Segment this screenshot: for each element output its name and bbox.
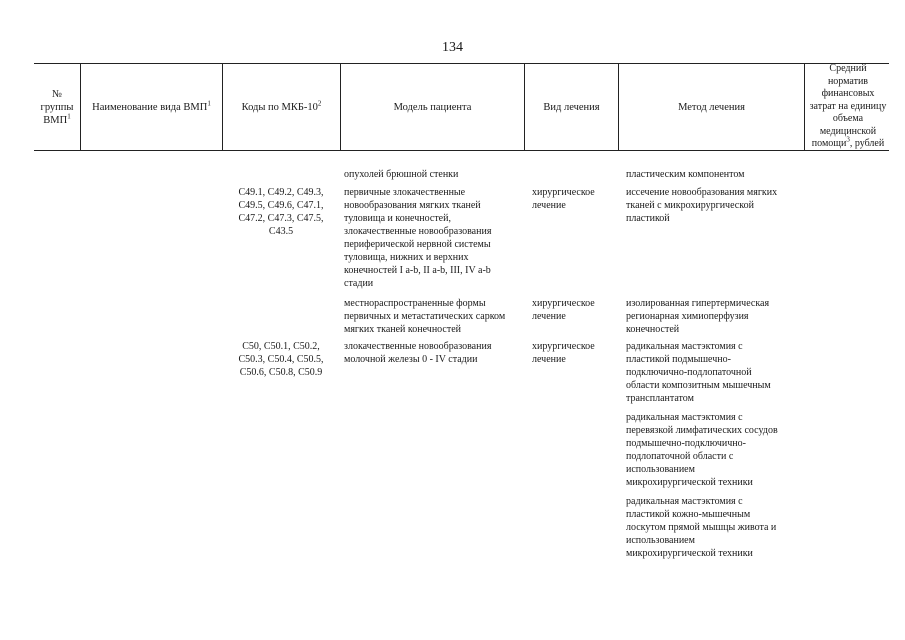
- row4-treatment-type: хирургическое лечение: [532, 341, 595, 365]
- row2-treatment-type: хирургическое лечение: [532, 187, 595, 211]
- header-treatment-method: Метод лечения: [678, 101, 745, 113]
- row4-patient-model: злокачественные новообразования молочной железы 0 - IV стадии: [344, 341, 492, 365]
- header-group-number: № группы ВМП$^1$: [40, 88, 74, 126]
- row3-treatment-method: изолированная гипертермическая регионарная химиоперфузия конечностей: [626, 298, 770, 335]
- header-vmp-name: Наименование вида ВМП$^1$: [92, 99, 211, 113]
- header-icd-codes: Коды по МКБ-$10^2$: [241, 99, 322, 113]
- row2-treatment-method: иссечение новообразования мягких тканей с микрохирургической пластикой: [626, 187, 778, 224]
- row2-icd-codes: C49.1, C49.2, C49.3, C49.5, C49.6, C47.1, C47.2, C47.3, C47.5, C43.5: [238, 187, 324, 237]
- row1-patient-model: опухолей брюшной стенки: [344, 169, 459, 180]
- row3-patient-model: местнораспространенные формы первичных и метастатических сарком мягких тканей конечностей: [344, 298, 506, 335]
- row4-treatment-method-c: радикальная мастэктомия с пластикой кожно-мышечным лоскутом прямой мышцы живота и использованием микрохирургической техники: [626, 496, 777, 559]
- row3-treatment-type: хирургическое лечение: [532, 298, 595, 322]
- row4-treatment-method-a: радикальная мастэктомия с пластикой подмышечно- подключично-подлопаточной области композитным мышечным трансплантатом: [626, 341, 771, 404]
- header-cost-norm: Средний норматив финансовых затрат на единицу объема медицинской помощи$^3$, рублей: [809, 63, 887, 150]
- row4-icd-codes: C50, C50.1, C50.2, C50.3, C50.4, C50.5, C50.6, C50.8, C50.9: [238, 341, 324, 378]
- header-patient-model: Модель пациента: [393, 101, 472, 113]
- page-number: 134: [442, 40, 463, 55]
- row4-treatment-method-b: радикальная мастэктомия с перевязкой лимфатических сосудов подмышечно-подключично- подлопаточной области с использованием микрохирургической техники: [626, 412, 778, 488]
- header-bottom-rule: [34, 150, 889, 151]
- row2-patient-model: первичные злокачественные новообразования мягких тканей туловища и конечностей, злокачественные новообразования периферической нервной системы туловища, нижних и верхних конечностей I a-b, II a-b, III, IV a-b стадии: [344, 187, 492, 289]
- row1-treatment-method: пластическим компонентом: [626, 169, 745, 180]
- header-treatment-type: Вид лечения: [543, 101, 600, 113]
